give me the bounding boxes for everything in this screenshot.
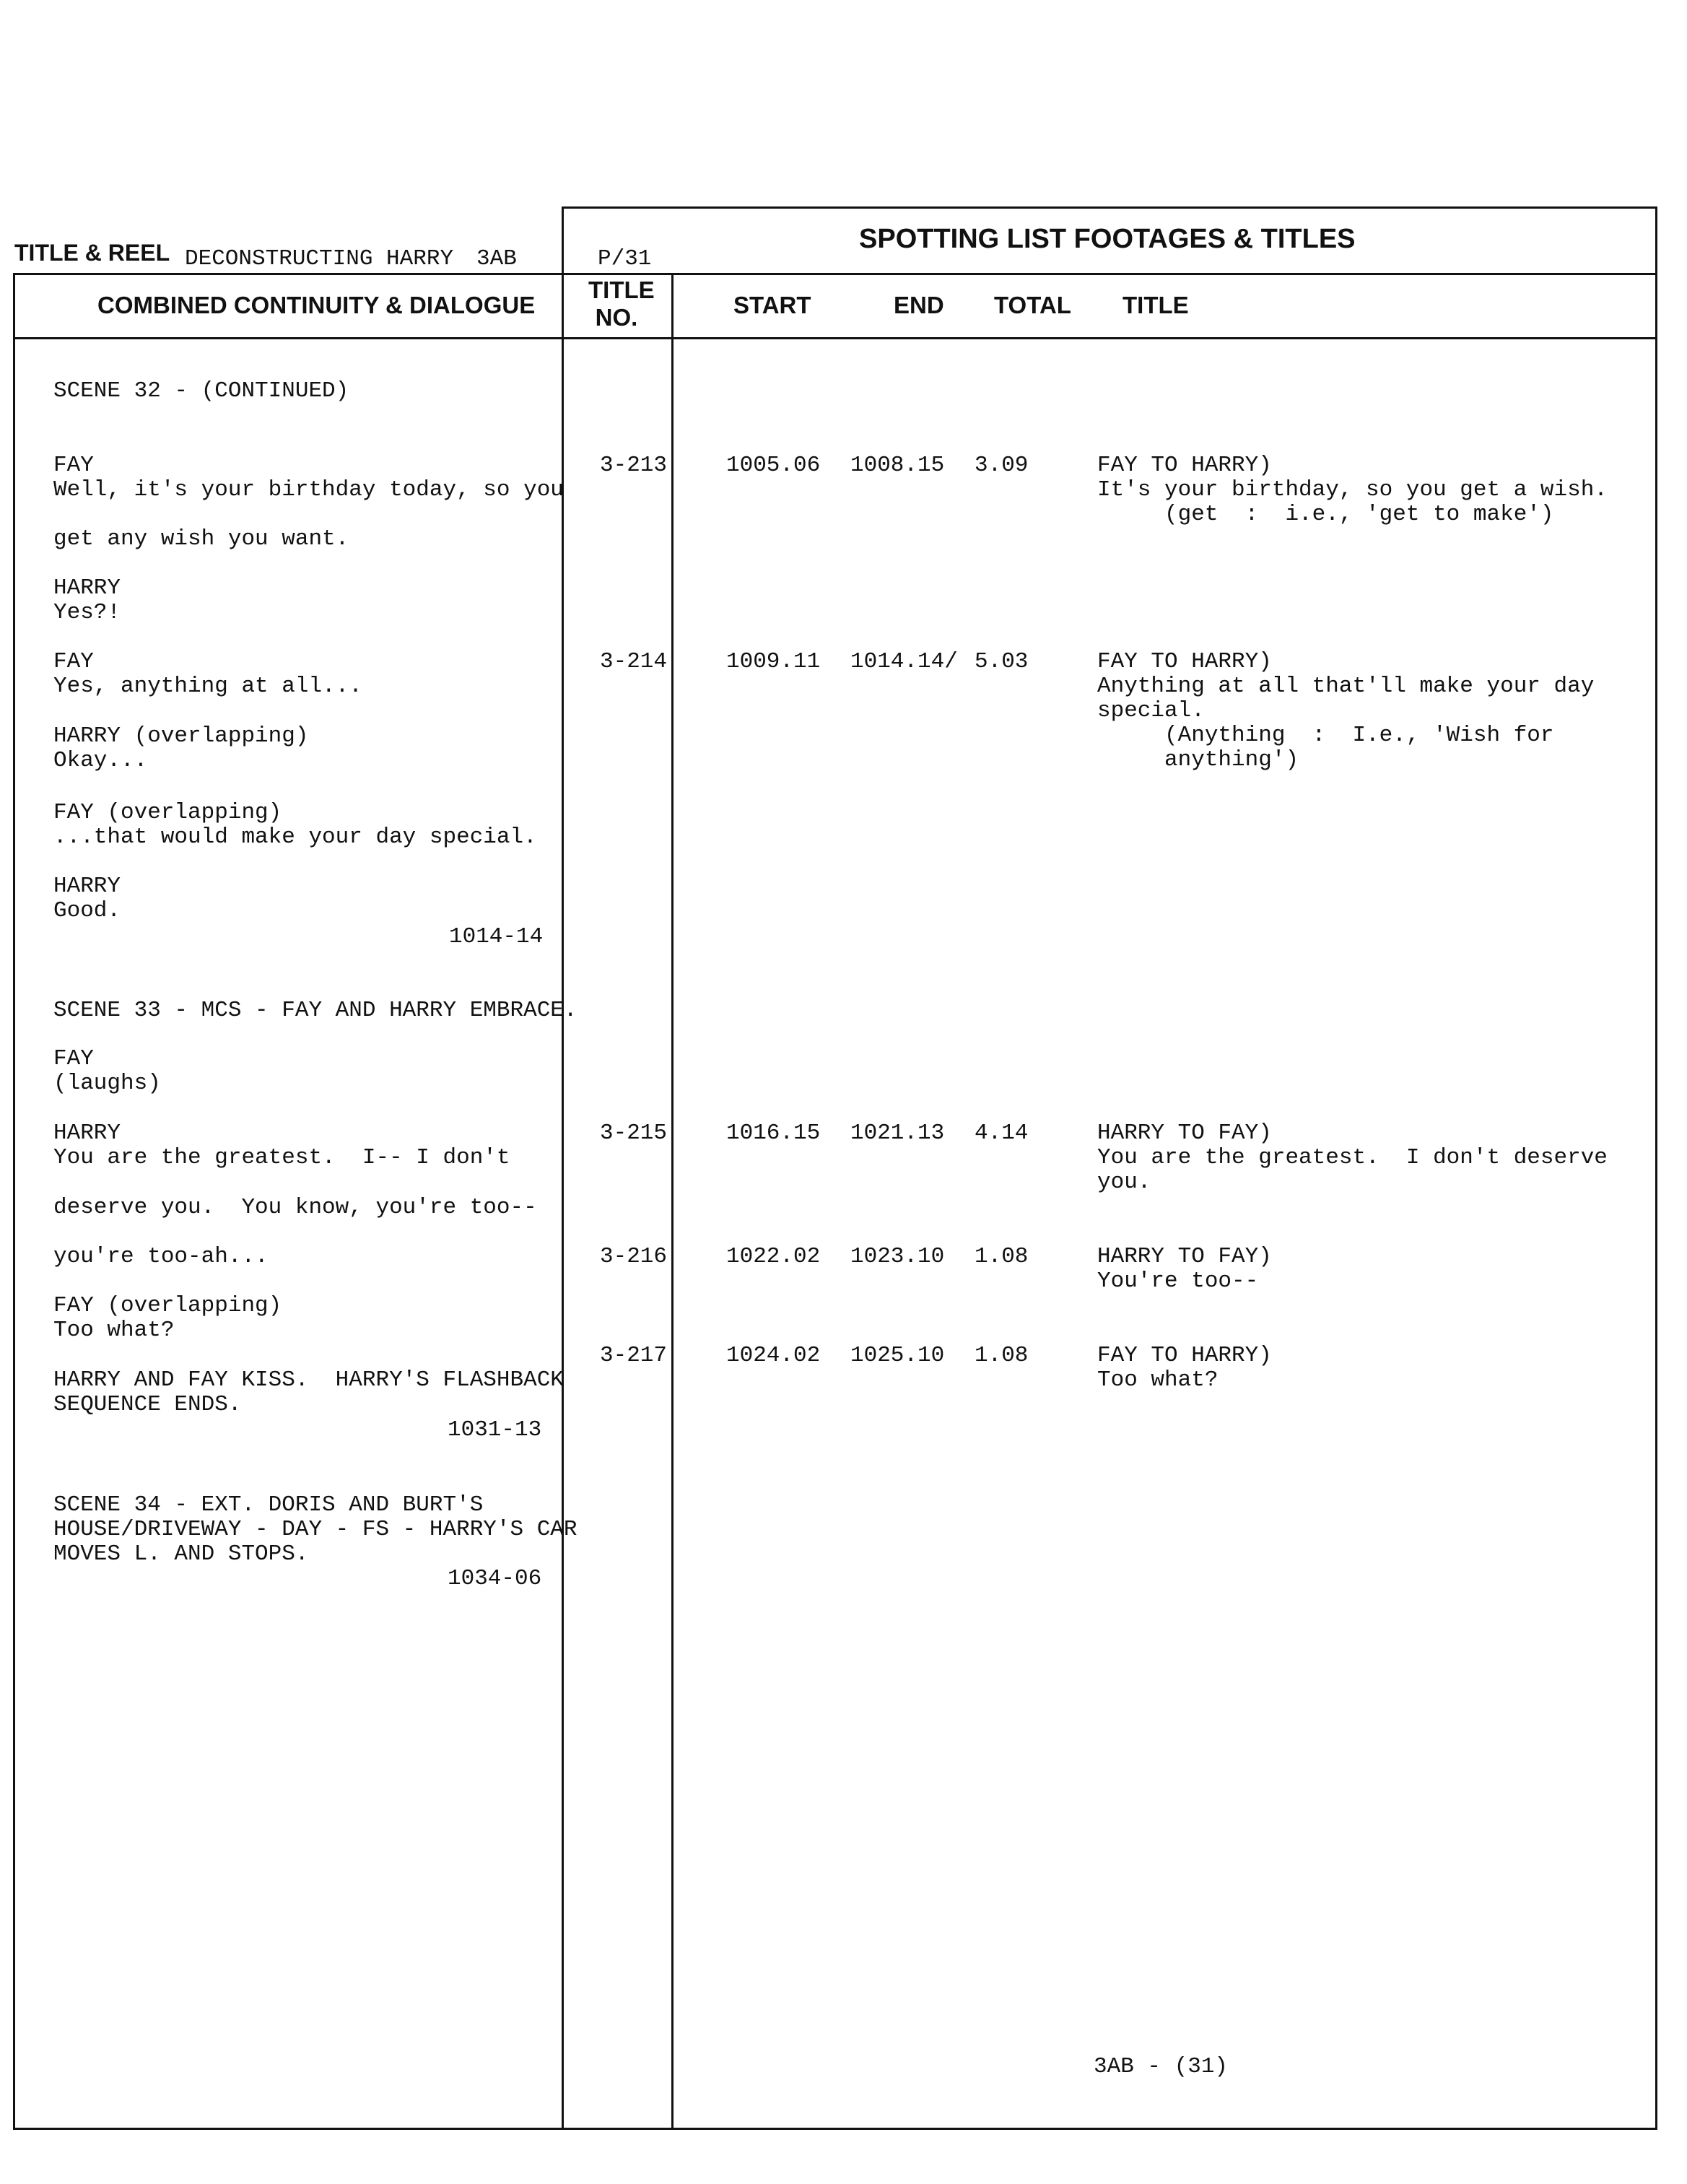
speaker-name: HARRY (53, 1121, 121, 1146)
title-number: 3-216 (600, 1244, 668, 1269)
speaker-name: FAY (overlapping) (53, 1293, 282, 1318)
subtitle-line: You are the greatest. I don't deserve (1097, 1145, 1608, 1170)
start-footage: 1024.02 (726, 1343, 821, 1368)
subtitle-text (1097, 1121, 1608, 1195)
action-line: HARRY AND FAY KISS. HARRY'S FLASHBACK (53, 1367, 564, 1393)
continuity-column-header: COMBINED CONTINUITY & DIALOGUE (97, 292, 536, 318)
action-block (53, 1368, 564, 1417)
subtitle-line: special. (1097, 698, 1205, 723)
title-number: 3-217 (600, 1343, 668, 1368)
footage-count: 1014-14 (449, 924, 544, 949)
divider-titleno-footage (671, 273, 674, 2130)
end-footage: 1014.14/ (850, 649, 958, 674)
dialogue-line: get any wish you want. (53, 526, 349, 552)
total-footage: 1.08 (975, 1343, 1029, 1368)
speaker-name: FAY (overlapping) (53, 800, 282, 825)
reel-code: 3AB (476, 246, 517, 271)
scene-32-heading: SCENE 32 - (CONTINUED) (53, 378, 349, 404)
dialogue-line: (laughs) (53, 1071, 161, 1096)
film-title: DECONSTRUCTING HARRY (185, 246, 454, 271)
subtitle-text (1097, 1344, 1272, 1393)
footage-count: 1031-13 (448, 1417, 542, 1443)
subtitle-line: Too what? (1097, 1367, 1219, 1393)
subtitle-note: (get : i.e., 'get to make') (1097, 502, 1554, 527)
dialogue-block-8 (53, 1121, 510, 1170)
end-column-header: END (894, 292, 944, 318)
scene-34-heading (53, 1493, 577, 1567)
subtitle-line: you. (1097, 1170, 1151, 1195)
dialogue-block-6 (53, 874, 121, 923)
subtitle-note: (Anything : I.e., 'Wish for (1097, 723, 1554, 748)
end-footage: 1023.10 (850, 1244, 945, 1269)
dialogue-line: Good. (53, 898, 121, 923)
start-footage: 1016.15 (726, 1121, 821, 1146)
start-footage: 1022.02 (726, 1244, 821, 1269)
dialogue-block-2 (53, 576, 121, 625)
dialogue-block-1 (53, 453, 564, 503)
dialogue-line: Well, it's your birthday today, so you (53, 477, 564, 503)
subtitle-line: FAY TO HARRY) (1097, 649, 1272, 674)
dialogue-line: Yes?! (53, 600, 121, 625)
dialogue-block-4 (53, 724, 308, 773)
bottom-border (13, 2128, 1657, 2130)
end-footage: 1008.15 (850, 453, 945, 478)
dialogue-line: Okay... (53, 748, 148, 773)
speaker-name: HARRY (53, 874, 121, 899)
subtitle-line: FAY TO HARRY) (1097, 453, 1272, 478)
total-footage: 1.08 (975, 1244, 1029, 1269)
spotting-list-title: SPOTTING LIST FOOTAGES & TITLES (859, 224, 1356, 254)
start-footage: 1009.11 (726, 649, 821, 674)
scene-line: HOUSE/DRIVEWAY - DAY - FS - HARRY'S CAR (53, 1517, 577, 1542)
total-footage: 5.03 (975, 649, 1029, 674)
page-code: P/31 (598, 246, 652, 271)
dialogue-line: ...that would make your day special. (53, 825, 537, 850)
subtitle-line: FAY TO HARRY) (1097, 1343, 1272, 1368)
subtitle-note: anything') (1097, 747, 1299, 773)
end-footage: 1021.13 (850, 1121, 945, 1146)
dialogue-line: you're too-ah... (53, 1244, 269, 1269)
subtitle-text (1097, 1245, 1272, 1294)
subtitle-text (1097, 453, 1608, 527)
title-no-header-line1: TITLE (588, 277, 655, 303)
dialogue-line: Too what? (53, 1318, 175, 1343)
subtitle-line: It's your birthday, so you get a wish. (1097, 477, 1608, 503)
dialogue-block-3 (53, 650, 362, 699)
start-column-header: START (733, 292, 811, 318)
title-no-header-line2: NO. (595, 304, 638, 331)
top-border-right (562, 206, 1657, 209)
title-number: 3-214 (600, 649, 668, 674)
scene-33-heading: SCENE 33 - MCS - FAY AND HARRY EMBRACE. (53, 998, 577, 1023)
dialogue-block-9 (53, 1294, 282, 1343)
subtitle-line: HARRY TO FAY) (1097, 1121, 1272, 1146)
total-footage: 3.09 (975, 453, 1029, 478)
speaker-name: HARRY (overlapping) (53, 723, 309, 749)
dialogue-block-7 (53, 1047, 161, 1096)
title-number: 3-213 (600, 453, 668, 478)
speaker-name: FAY (53, 1046, 94, 1071)
speaker-name: FAY (53, 453, 94, 478)
scene-line: MOVES L. AND STOPS. (53, 1541, 309, 1567)
right-border (1655, 206, 1657, 2130)
dialogue-line: You are the greatest. I-- I don't (53, 1145, 510, 1170)
speaker-name: FAY (53, 649, 94, 674)
subtitle-line: HARRY TO FAY) (1097, 1244, 1272, 1269)
footage-count: 1034-06 (448, 1566, 542, 1591)
page-footer-label: 3AB - (31) (1094, 2054, 1229, 2079)
dialogue-line: deserve you. You know, you're too-- (53, 1195, 537, 1220)
start-footage: 1005.06 (726, 453, 821, 478)
subtitle-text (1097, 650, 1594, 773)
left-border (13, 273, 15, 2130)
title-reel-label: TITLE & REEL (14, 240, 170, 266)
speaker-name: HARRY (53, 575, 121, 601)
total-footage: 4.14 (975, 1121, 1029, 1146)
action-line: SEQUENCE ENDS. (53, 1392, 242, 1417)
dialogue-line: Yes, anything at all... (53, 674, 362, 699)
header-bottom-line (13, 337, 1657, 339)
subtitle-line: You're too-- (1097, 1269, 1259, 1294)
title-column-header: TITLE (1123, 292, 1189, 318)
dialogue-block-5 (53, 801, 537, 850)
header-top-line (13, 273, 1657, 275)
subtitle-line: Anything at all that'll make your day (1097, 674, 1595, 699)
total-column-header: TOTAL (994, 292, 1071, 318)
end-footage: 1025.10 (850, 1343, 945, 1368)
scene-line: SCENE 34 - EXT. DORIS AND BURT'S (53, 1492, 484, 1518)
title-number: 3-215 (600, 1121, 668, 1146)
